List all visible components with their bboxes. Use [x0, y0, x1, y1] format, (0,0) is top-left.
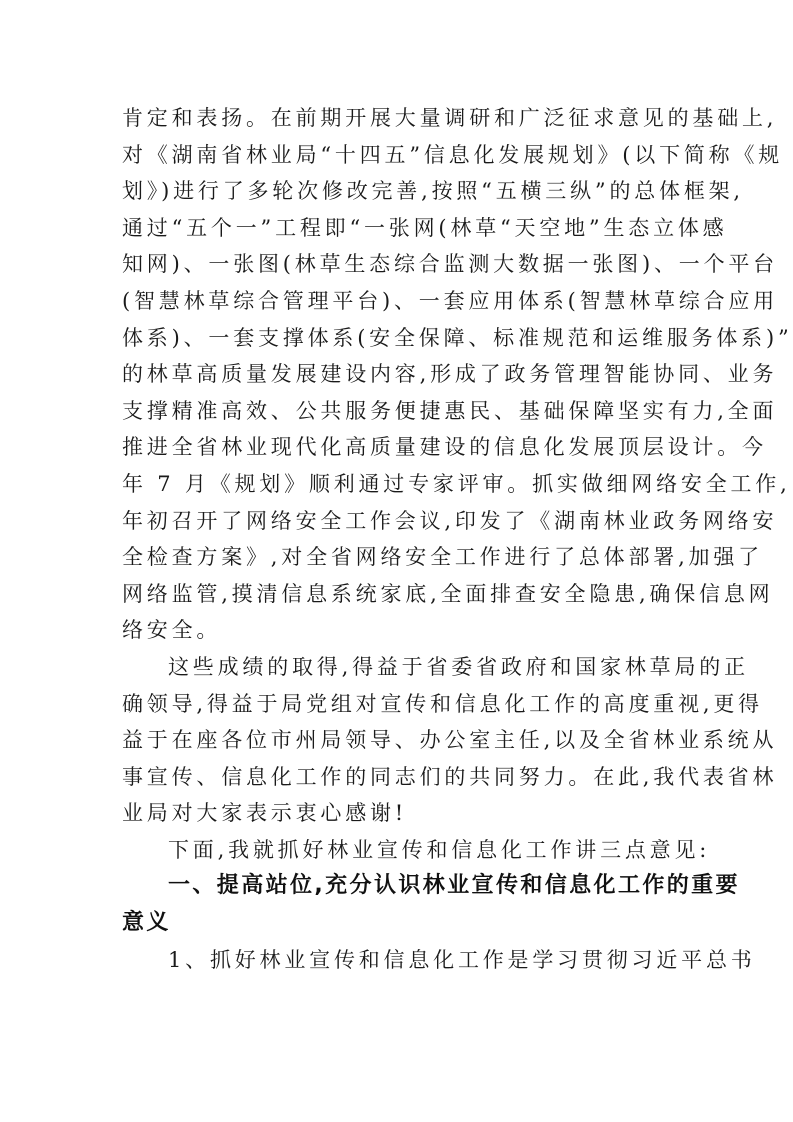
document-page [122, 100, 793, 978]
text-line: 的林草高质量发展建设内容,形成了政务管理智能协同、业务 [122, 362, 778, 387]
text-line: 支撑精准高效、公共服务便捷惠民、基础保障坚实有力,全面 [122, 398, 778, 423]
text-line: 益于在座各位市州局领导、办公室主任,以及全省林业系统从 [122, 728, 778, 753]
text-line: 年 7 月《规划》顺利通过专家评审。抓实做细网络安全工作, [122, 471, 791, 496]
text-line: 划》)进行了多轮次修改完善,按照“五横三纵”的总体框架, [122, 179, 744, 204]
text-line: 1、抓好林业宣传和信息化工作是学习贯彻习近平总书 [168, 947, 756, 972]
paragraph-planning-achievements [122, 100, 793, 649]
text-line: 下面,我就抓好林业宣传和信息化工作讲三点意见: [168, 837, 711, 862]
text-line: 事宣传、信息化工作的同志们的共同努力。在此,我代表省林 [122, 764, 778, 789]
text-line: (智慧林草综合管理平台)、一套应用体系(智慧林草综合应用 [122, 288, 778, 313]
text-line: 这些成绩的取得,得益于省委省政府和国家林草局的正 [168, 654, 749, 679]
text-line: 推进全省林业现代化高质量建设的信息化发展顶层设计。今 [122, 435, 767, 460]
paragraph-acknowledgements [122, 649, 778, 832]
text-line: 知网)、一张图(林草生态综合监测大数据一张图)、一个平台 [122, 252, 778, 277]
text-line: 全检查方案》,对全省网络安全工作进行了总体部署,加强了 [122, 545, 763, 570]
text-line: 网络监管,摸清信息系统家底,全面排查安全隐患,确保信息网 [122, 581, 774, 606]
text-line: 通过“五个一”工程即“一张网(林草“天空地”生态立体感 [122, 215, 728, 240]
text-line: 年初召开了网络安全工作会议,印发了《湖南林业政务网络安 [122, 508, 778, 533]
section-heading-1 [122, 868, 740, 941]
text-line: 确领导,得益于局党组对宣传和信息化工作的高度重视,更得 [122, 691, 763, 716]
paragraph-subpoint-1 [122, 942, 756, 979]
text-line: 肯定和表扬。在前期开展大量调研和广泛征求意见的基础上, [122, 106, 778, 130]
heading-line: 一、提高站位,充分认识林业宣传和信息化工作的重要 [168, 873, 740, 899]
text-line: 对《湖南省林业局“十四五”信息化发展规划》(以下简称《规 [122, 142, 784, 167]
text-line: 体系)、一套支撑体系(安全保障、标准规范和运维服务体系)” [122, 325, 793, 350]
paragraph-three-points-intro [122, 832, 711, 869]
text-line: 络安全。 [122, 618, 222, 643]
heading-line: 意义 [122, 910, 171, 936]
text-line: 业局对大家表示衷心感谢! [122, 801, 408, 826]
